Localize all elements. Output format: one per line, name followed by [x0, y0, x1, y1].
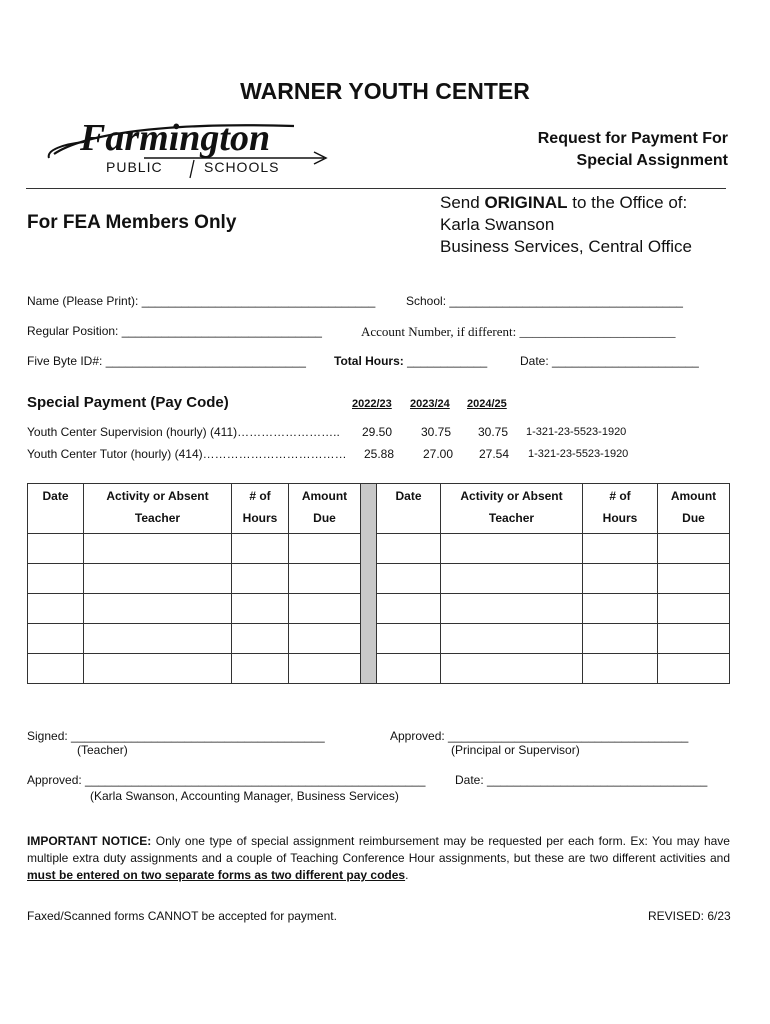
header-date-right: Date	[377, 484, 441, 534]
hours-cell[interactable]	[232, 594, 289, 624]
date-cell[interactable]	[377, 624, 441, 654]
approved-principal-field[interactable]: Approved: ____________________________________	[390, 729, 689, 743]
pay-row-411-2024: 30.75	[478, 425, 509, 439]
send-name: Karla Swanson	[440, 215, 555, 234]
logo-script-text: Farmington	[80, 117, 271, 159]
date-cell[interactable]	[28, 654, 84, 684]
send-dept: Business Services, Central Office	[440, 237, 692, 256]
hours-cell[interactable]	[232, 624, 289, 654]
table-row	[28, 534, 730, 564]
activity-cell[interactable]	[84, 654, 232, 684]
header-hours-left: # of Hours	[232, 484, 289, 534]
pay-row-414-2023: 27.00	[423, 447, 454, 461]
footer-fax-note: Faxed/Scanned forms CANNOT be accepted for payment.	[27, 909, 337, 923]
header-divider	[26, 188, 726, 189]
amount-cell[interactable]	[289, 654, 361, 684]
date-cell[interactable]	[377, 534, 441, 564]
table-row	[28, 624, 730, 654]
fea-notice: For FEA Members Only	[27, 212, 237, 233]
pay-row-414-label: Youth Center Tutor (hourly) (414)………………………………	[27, 447, 347, 461]
manager-caption: (Karla Swanson, Accounting Manager, Business Services)	[90, 789, 399, 803]
hours-cell[interactable]	[583, 624, 658, 654]
date-cell[interactable]	[28, 624, 84, 654]
hours-cell[interactable]	[232, 654, 289, 684]
table-row	[28, 654, 730, 684]
hours-cell[interactable]	[583, 564, 658, 594]
important-notice	[27, 833, 730, 884]
send-suffix: to the Office of:	[567, 193, 688, 212]
header-date-left: Date	[28, 484, 84, 534]
amount-cell[interactable]	[289, 534, 361, 564]
name-field[interactable]: Name (Please Print): ___________________________________	[27, 294, 376, 308]
pay-row-411-2023: 30.75	[421, 425, 452, 439]
send-instructions	[440, 192, 692, 258]
amount-cell[interactable]	[658, 594, 730, 624]
logo-schools-text: SCHOOLS	[204, 159, 280, 175]
date-cell[interactable]	[28, 594, 84, 624]
pay-row-414-2024: 27.54	[479, 447, 510, 461]
total-hours-line: ____________	[407, 354, 488, 368]
notice-underlined: must be entered on two separate forms as two different pay codes	[27, 868, 406, 882]
date-cell[interactable]	[377, 654, 441, 684]
activity-cell[interactable]	[84, 534, 232, 564]
header-amount-right: Amount Due	[658, 484, 730, 534]
date-cell[interactable]	[28, 564, 84, 594]
request-line-1: Request for Payment For	[537, 130, 728, 147]
notice-end: .	[405, 868, 409, 882]
date-cell[interactable]	[377, 594, 441, 624]
hours-cell[interactable]	[583, 594, 658, 624]
table-row	[28, 564, 730, 594]
date-cell[interactable]	[377, 564, 441, 594]
notice-text: Only one type of special assignment reimbursement may be requested per each form. Ex: You may have multiple extra duty assignments and a couple of Teaching Conference Hour assignments, but these are two different activities and	[27, 834, 730, 865]
total-hours-field[interactable]	[334, 354, 487, 368]
amount-cell[interactable]	[658, 624, 730, 654]
table-row	[28, 594, 730, 624]
amount-cell[interactable]	[289, 624, 361, 654]
principal-caption: (Principal or Supervisor)	[451, 743, 580, 757]
farmington-logo-graphic	[44, 114, 329, 180]
activity-cell[interactable]	[84, 564, 232, 594]
signed-teacher-field[interactable]: Signed: ______________________________________	[27, 729, 325, 743]
header-activity-right: Activity or Absent Teacher	[441, 484, 583, 534]
hours-cell[interactable]	[583, 534, 658, 564]
amount-cell[interactable]	[289, 564, 361, 594]
request-line-2: Special Assignment	[576, 152, 728, 169]
pay-row-411-2022: 29.50	[362, 425, 393, 439]
send-prefix: Send	[440, 193, 485, 212]
activity-cell[interactable]	[441, 654, 583, 684]
table-header-row	[28, 484, 730, 534]
farmington-logo	[44, 114, 329, 180]
activity-cell[interactable]	[441, 624, 583, 654]
activity-cell[interactable]	[84, 594, 232, 624]
logo-public-text: PUBLIC	[106, 159, 163, 175]
year-2022-23: 2022/23	[352, 398, 392, 410]
date-field[interactable]: Date: ______________________	[520, 354, 699, 368]
amount-cell[interactable]	[289, 594, 361, 624]
assignment-table	[27, 483, 730, 684]
byte-id-field[interactable]: Five Byte ID#: ______________________________	[27, 354, 306, 368]
notice-label: IMPORTANT NOTICE:	[27, 834, 152, 848]
activity-cell[interactable]	[441, 564, 583, 594]
total-hours-label: Total Hours:	[334, 354, 404, 368]
date-cell[interactable]	[28, 534, 84, 564]
pay-row-411-account: 1-321-23-5523-1920	[526, 426, 627, 438]
approved-manager-field[interactable]: Approved: ___________________________________________________	[27, 773, 426, 787]
account-field[interactable]: Account Number, if different: ________________________	[361, 324, 676, 339]
year-2024-25: 2024/25	[467, 398, 507, 410]
year-2023-24: 2023/24	[410, 398, 450, 410]
special-payment-title: Special Payment (Pay Code)	[27, 394, 229, 411]
pay-row-411-label: Youth Center Supervision (hourly) (411)……………………..	[27, 425, 340, 439]
send-original: ORIGINAL	[484, 193, 568, 212]
teacher-caption: (Teacher)	[77, 743, 128, 757]
footer-revised: REVISED: 6/23	[648, 909, 731, 923]
table-separator	[361, 484, 377, 684]
hours-cell[interactable]	[583, 654, 658, 684]
amount-cell[interactable]	[658, 564, 730, 594]
activity-cell[interactable]	[441, 594, 583, 624]
pay-row-414-account: 1-321-23-5523-1920	[528, 448, 629, 460]
school-field[interactable]: School: ___________________________________	[406, 294, 683, 308]
activity-cell[interactable]	[84, 624, 232, 654]
position-field[interactable]: Regular Position: ______________________________	[27, 324, 322, 338]
form-title: WARNER YOUTH CENTER	[240, 78, 530, 104]
approval-date-field[interactable]: Date: _________________________________	[455, 773, 708, 787]
pay-row-414-2022: 25.88	[364, 447, 395, 461]
hours-cell[interactable]	[232, 564, 289, 594]
amount-cell[interactable]	[658, 534, 730, 564]
header-activity-left: Activity or Absent Teacher	[84, 484, 232, 534]
header-hours-right: # of Hours	[583, 484, 658, 534]
activity-cell[interactable]	[441, 534, 583, 564]
hours-cell[interactable]	[232, 534, 289, 564]
request-heading	[538, 128, 728, 172]
header-amount-left: Amount Due	[289, 484, 361, 534]
amount-cell[interactable]	[658, 654, 730, 684]
